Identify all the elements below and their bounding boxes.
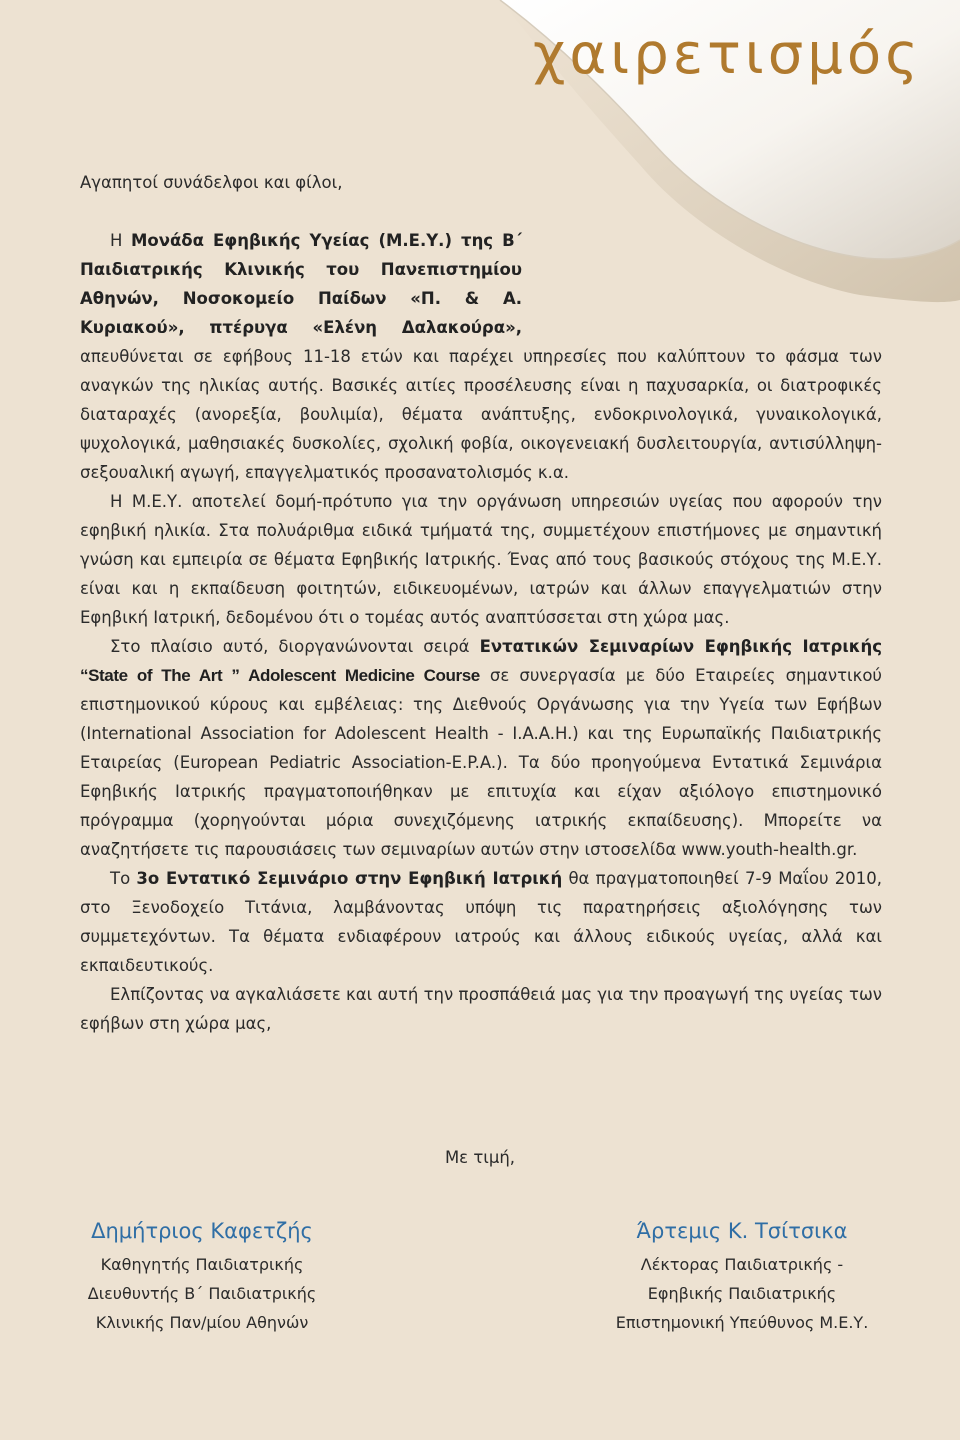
signature-title: Επιστημονική Υπεύθυνος Μ.Ε.Υ. [615, 1313, 869, 1332]
intro-causes: Βασικές αιτίες προσέλευσης είναι η παχυσαρκία, οι διατροφικές διαταραχές (ανορεξία, βουλιμία), θέματα ανάπτυξης, ενδοκρινολογικά, γυναικολογικά, ψυχολογικά, μαθησιακές δυσκολίες, σχολική φοβία, οικογενειακή δυσλειτουργία, αντισύλληψη-σεξουαλική αγωγή, επαγγελματικός προσανατολισμός κ.α. [80, 376, 882, 482]
paragraph-third-seminar [80, 864, 882, 980]
seminars-series-name: Εντατικών Σεμιναρίων Εφηβικής Ιατρικής [479, 637, 883, 656]
intro-text: απευθύνεται σε εφήβους 11-18 ετών και παρέχει υπηρεσίες που καλύπτουν το φάσμα των αναγκών της ηλικίας αυτής. [80, 347, 882, 395]
paragraph-seminars [80, 632, 882, 864]
third-seminar-details: θα πραγματοποιηθεί 7-9 Μαΐου 2010, στο Ξενοδοχείο Τιτάνια, λαμβάνοντας υπόψη τις παρατηρήσεις αξιολόγησης των συμμετεχόντων. Τα θέματα ενδιαφέρουν ιατρούς και άλλους ειδικούς υγείας, αλλά και εκπαιδευτικούς. [80, 869, 882, 975]
curl-spacer [522, 226, 882, 342]
seminars-text-1: Στο πλαίσιο αυτό, διοργανώνονται σειρά [110, 637, 480, 656]
page-title: χαιρετισμός [533, 22, 922, 87]
paragraph-mission: Η Μ.Ε.Υ. αποτελεί δομή-πρότυπο για την οργάνωση υπηρεσιών υγείας που αφορούν την εφηβική ηλικία. Στα πολυάριθμα ειδικά τμήματά της, συμμετέχουν επιστήμονες με σημαντική γνώση και εμπειρία σε θέματα Εφηβικής Ιατρικής. Ένας από τους βασικούς στόχους της Μ.Ε.Υ. είναι και η εκπαίδευση φοιτητών, ειδικευομένων, ιατρών και άλλων επαγγελματιών στην Εφηβική Ιατρική, δεδομένου ότι ο τομέας αυτός αναπτύσσεται στη χώρα μας. [80, 492, 882, 627]
course-name: “State of The Art ” Adolescent Medicine Course [80, 666, 480, 685]
signature-name: Δημήτριος Καφετζής [91, 1219, 313, 1243]
signature-title: Καθηγητής Παιδιατρικής [100, 1255, 304, 1274]
signature-left [72, 1214, 332, 1337]
paragraph-closing-wish: Ελπίζοντας να αγκαλιάσετε και αυτή την προσπάθειά μας για την προαγωγή της υγείας των εφήβων στη χώρα μας, [80, 985, 882, 1033]
signature-title: Λέκτορας Παιδιατρικής - [640, 1255, 844, 1274]
third-seminar-name: 3ο Εντατικό Σεμινάριο στην Εφηβική Ιατρική [136, 869, 563, 888]
letter-greeting: Αγαπητοί συνάδελφοι και φίλοι, [80, 173, 343, 192]
signature-title: Διευθυντής Β΄ Παιδιατρικής [87, 1284, 317, 1303]
seminars-text-2: σε συνεργασία με δύο Εταιρείες σημαντικού επιστημονικού κύρους και εμβέλειας: της Διεθνούς Οργάνωσης για την Υγεία των Εφήβων (International Association for Adolescent Health - I.A.A.H.) και της Ευρωπαϊκής Παιδιατρικής Εταιρείας (European Pediatric Association-E.P.A.). Τα δύο προηγούμενα Εντατικά Σεμινάρια Εφηβικής Ιατρικής πραγματοποιήθηκαν με επιτυχία και είχαν αξιόλογο επιστημονικό πρόγραμμα (χορηγούνται μόρια συνεχιζόμενης ιατρικής εκπαίδευσης). Μπορείτε να αναζητήσετε τις παρουσιάσεις των σεμιναρίων αυτών στην ιστοσελίδα www.youth-health.gr. [80, 666, 882, 859]
signature-title: Κλινικής Παν/μίου Αθηνών [95, 1313, 309, 1332]
intro-lead: Η [110, 231, 131, 250]
signature-name: Άρτεμις Κ. Τσίτσικα [636, 1219, 848, 1243]
signature-right [600, 1214, 884, 1337]
letter-body [80, 226, 882, 1038]
third-seminar-lead: Το [110, 869, 137, 888]
signature-title: Εφηβικής Παιδιατρικής [647, 1284, 837, 1303]
unit-name: Μονάδα Εφηβικής Υγείας (Μ.Ε.Υ.) της Β΄ Παιδιατρικής Κλινικής του Πανεπιστημίου Αθηνών, Νοσοκομείο Παίδων «Π. & Α. Κυριακού», πτέρυγα «Ελένη Δαλακούρα», [80, 231, 523, 337]
closing-salutation: Με τιμή, [444, 1148, 516, 1167]
